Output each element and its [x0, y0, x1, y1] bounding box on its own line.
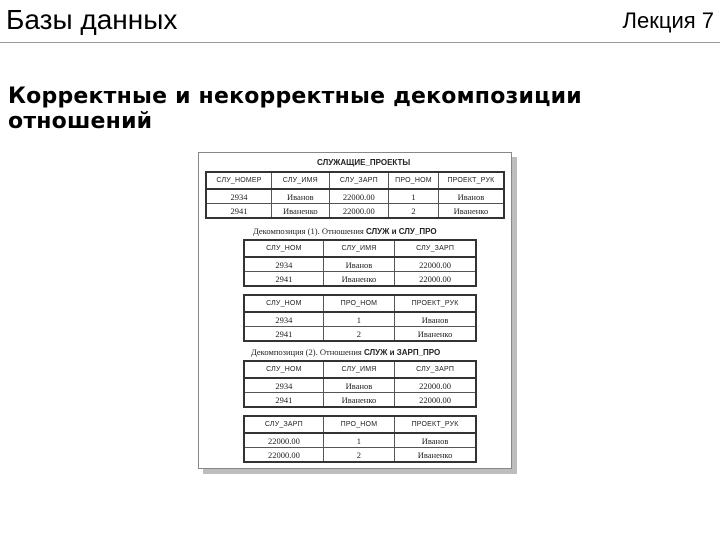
column-header: ПРОЕКТ_РУК	[395, 416, 476, 433]
table-cell: 2934	[244, 257, 323, 272]
column-header: ПРОЕКТ_РУК	[438, 172, 504, 189]
table-row	[244, 393, 476, 408]
column-header: ПРО_НОМ	[323, 416, 394, 433]
table-cell: 22000.00	[395, 378, 476, 393]
table-cell: 22000.00	[395, 257, 476, 272]
table-row	[244, 378, 476, 393]
column-header: СЛУ_ЗАРП	[395, 240, 476, 257]
table-row	[206, 204, 504, 219]
table-cell: 2941	[244, 327, 323, 342]
table-cell: Иваненко	[395, 327, 476, 342]
main-table-caption: СЛУЖАЩИЕ_ПРОЕКТЫ	[317, 158, 411, 167]
table-cell: 1	[323, 312, 394, 327]
decomposition-2-table-a	[243, 360, 477, 408]
table-row	[244, 312, 476, 327]
table-cell: 22000.00	[244, 433, 323, 448]
decomposition-2-caption: Декомпозиция (2). Отношения СЛУЖ и ЗАРП_ПРО	[251, 347, 441, 357]
table-cell: Иваненко	[272, 204, 330, 219]
column-header: СЛУ_ИМЯ	[323, 361, 394, 378]
decomposition-2-table-b	[243, 415, 477, 463]
table-cell: 22000.00	[329, 189, 389, 204]
table-cell: 22000.00	[395, 393, 476, 408]
table-row	[244, 433, 476, 448]
column-header: СЛУ_ИМЯ	[272, 172, 330, 189]
column-header: СЛУ_НОМ	[244, 240, 323, 257]
table-cell: 1	[323, 433, 394, 448]
table-cell: Иваненко	[323, 393, 394, 408]
table-cell: Иванов	[323, 378, 394, 393]
column-header: СЛУ_НОМ	[244, 361, 323, 378]
table-cell: 2941	[206, 204, 272, 219]
decomposition-1-caption: Декомпозиция (1). Отношения СЛУЖ и СЛУ_ПРО	[253, 226, 437, 236]
column-header: СЛУ_НОМ	[244, 295, 323, 312]
table-cell: 2934	[244, 312, 323, 327]
table-cell: Иваненко	[323, 272, 394, 287]
header-title: Базы данных	[6, 4, 178, 35]
table-cell: 2934	[206, 189, 272, 204]
table-cell: 2941	[244, 272, 323, 287]
table-row	[244, 327, 476, 342]
table-cell: Иванов	[323, 257, 394, 272]
table-cell: 22000.00	[244, 448, 323, 463]
table-cell: 2934	[244, 378, 323, 393]
table-cell: 22000.00	[395, 272, 476, 287]
column-header: СЛУ_ИМЯ	[323, 240, 394, 257]
table-cell: 2	[389, 204, 439, 219]
table-cell: Иванов	[395, 312, 476, 327]
table-row	[244, 272, 476, 287]
table-cell: 2941	[244, 393, 323, 408]
decomposition-1-table-a	[243, 239, 477, 287]
lecture-number: Лекция 7	[622, 8, 714, 33]
table-row	[244, 257, 476, 272]
column-header: СЛУ_ЗАРП	[244, 416, 323, 433]
main-table	[205, 171, 505, 219]
table-cell: Иванов	[438, 189, 504, 204]
table-row	[244, 448, 476, 463]
decomposition-figure	[198, 152, 512, 469]
table-cell: Иваненко	[395, 448, 476, 463]
table-cell: 22000.00	[329, 204, 389, 219]
column-header: ПРО_НОМ	[323, 295, 394, 312]
header-divider	[0, 42, 720, 43]
table-cell: 2	[323, 448, 394, 463]
column-header: ПРОЕКТ_РУК	[395, 295, 476, 312]
table-cell: Иванов	[395, 433, 476, 448]
column-header: СЛУ_НОМЕР	[206, 172, 272, 189]
decomposition-1-table-b	[243, 294, 477, 342]
table-cell: Иванов	[272, 189, 330, 204]
column-header: СЛУ_ЗАРП	[395, 361, 476, 378]
slide-title: Корректные и некорректные декомпозиции отношений	[8, 84, 582, 134]
table-cell: 2	[323, 327, 394, 342]
table-row	[206, 189, 504, 204]
column-header: ПРО_НОМ	[389, 172, 439, 189]
table-cell: 1	[389, 189, 439, 204]
table-cell: Иваненко	[438, 204, 504, 219]
column-header: СЛУ_ЗАРП	[329, 172, 389, 189]
